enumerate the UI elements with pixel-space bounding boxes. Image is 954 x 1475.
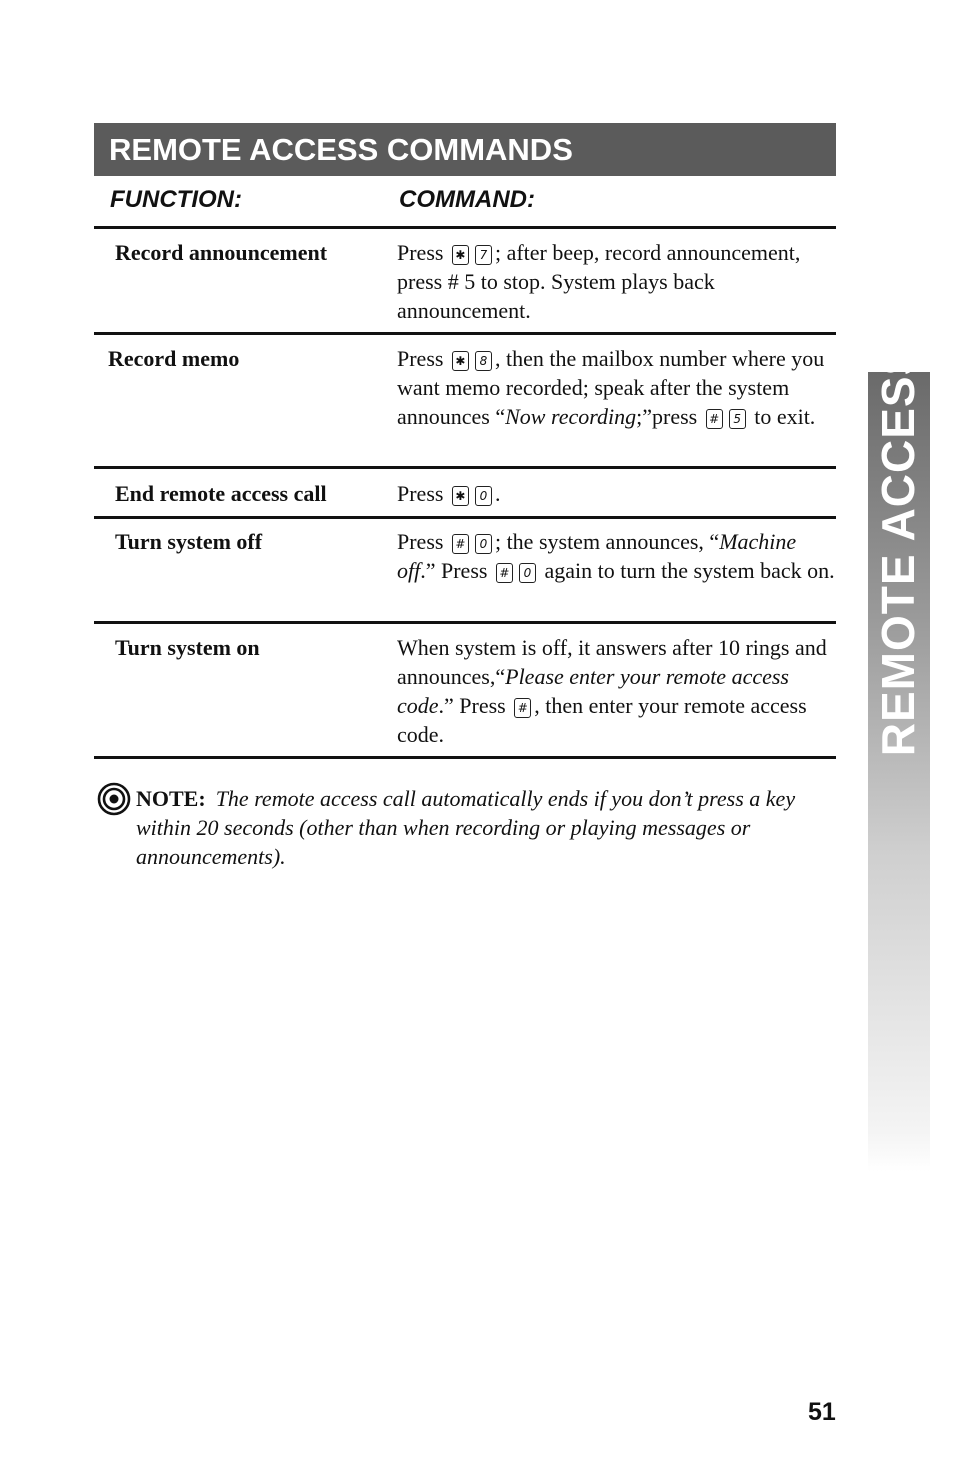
- table-rule: [94, 621, 836, 624]
- command-text: [397, 238, 835, 325]
- command-segment: When system is off, it answers after 10 rings and announces,“: [397, 635, 827, 689]
- command-text: [397, 344, 835, 431]
- command-segment: Press: [397, 481, 449, 506]
- note: [136, 784, 836, 871]
- star-key-icon: ✱: [452, 351, 469, 371]
- pound-key-icon: #: [452, 534, 469, 554]
- command-segment: Press: [397, 529, 449, 554]
- command-emphasis: Please enter your remote access code: [397, 664, 789, 718]
- digit-key-icon: 8: [475, 351, 492, 371]
- table-rule: [94, 516, 836, 519]
- side-tab-label: REMOTE ACCESS: [872, 343, 924, 757]
- function-label: Record announcement: [115, 240, 328, 265]
- command-segment: .” Press: [438, 693, 512, 718]
- section-header: [94, 123, 836, 176]
- pound-key-icon: #: [514, 698, 531, 718]
- command-segment: , then the mailbox number where you want memo recorded; speak after the system announces “: [397, 346, 825, 429]
- command-segment: .: [494, 481, 501, 506]
- star-key-icon: ✱: [452, 486, 469, 506]
- section-title: REMOTE ACCESS COMMANDS: [109, 132, 573, 167]
- digit-key-icon: 0: [519, 563, 536, 583]
- command-segment: again to turn the system back on.: [538, 558, 835, 583]
- pound-key-icon: #: [706, 409, 723, 429]
- table-rule: [94, 332, 836, 335]
- pound-key-icon: #: [496, 563, 513, 583]
- command-segment: ;”press: [636, 404, 703, 429]
- function-label: Record memo: [108, 346, 240, 371]
- command-emphasis: Now recording: [505, 404, 637, 429]
- function-label: End remote access call: [115, 481, 327, 506]
- table-rule: [94, 756, 836, 759]
- star-key-icon: ✱: [452, 245, 469, 265]
- command-segment: Press: [397, 240, 449, 265]
- command-segment: ; after beep, record announcement, press # 5 to stop. System plays back announcement.: [397, 240, 801, 323]
- function-column-header: FUNCTION:: [110, 186, 242, 213]
- command-emphasis: Machine off: [397, 529, 797, 583]
- command-text: [397, 479, 835, 508]
- command-segment: .” Press: [420, 558, 493, 583]
- target-icon: [97, 782, 131, 816]
- command-segment: , then enter your remote access code.: [397, 693, 807, 747]
- command-text: [397, 633, 835, 749]
- table-rule: [94, 226, 836, 229]
- digit-key-icon: 5: [729, 409, 746, 429]
- function-label: Turn system on: [115, 635, 260, 660]
- digit-key-icon: 0: [475, 486, 492, 506]
- command-column-header: COMMAND:: [399, 186, 535, 213]
- command-segment: to exit.: [748, 404, 816, 429]
- command-text: [397, 527, 835, 585]
- table-rule: [94, 466, 836, 469]
- digit-key-icon: 0: [475, 534, 492, 554]
- page-number: 51: [808, 1398, 836, 1426]
- command-segment: ; the system announces, “: [494, 529, 720, 554]
- note-text: The remote access call automatically ends if you don’t press a key within 20 seconds (other than when recording or playing messages or announcements).: [136, 786, 796, 869]
- note-label: NOTE:: [136, 786, 206, 811]
- function-label: Turn system off: [115, 529, 263, 554]
- digit-key-icon: 7: [475, 245, 492, 265]
- command-segment: Press: [397, 346, 449, 371]
